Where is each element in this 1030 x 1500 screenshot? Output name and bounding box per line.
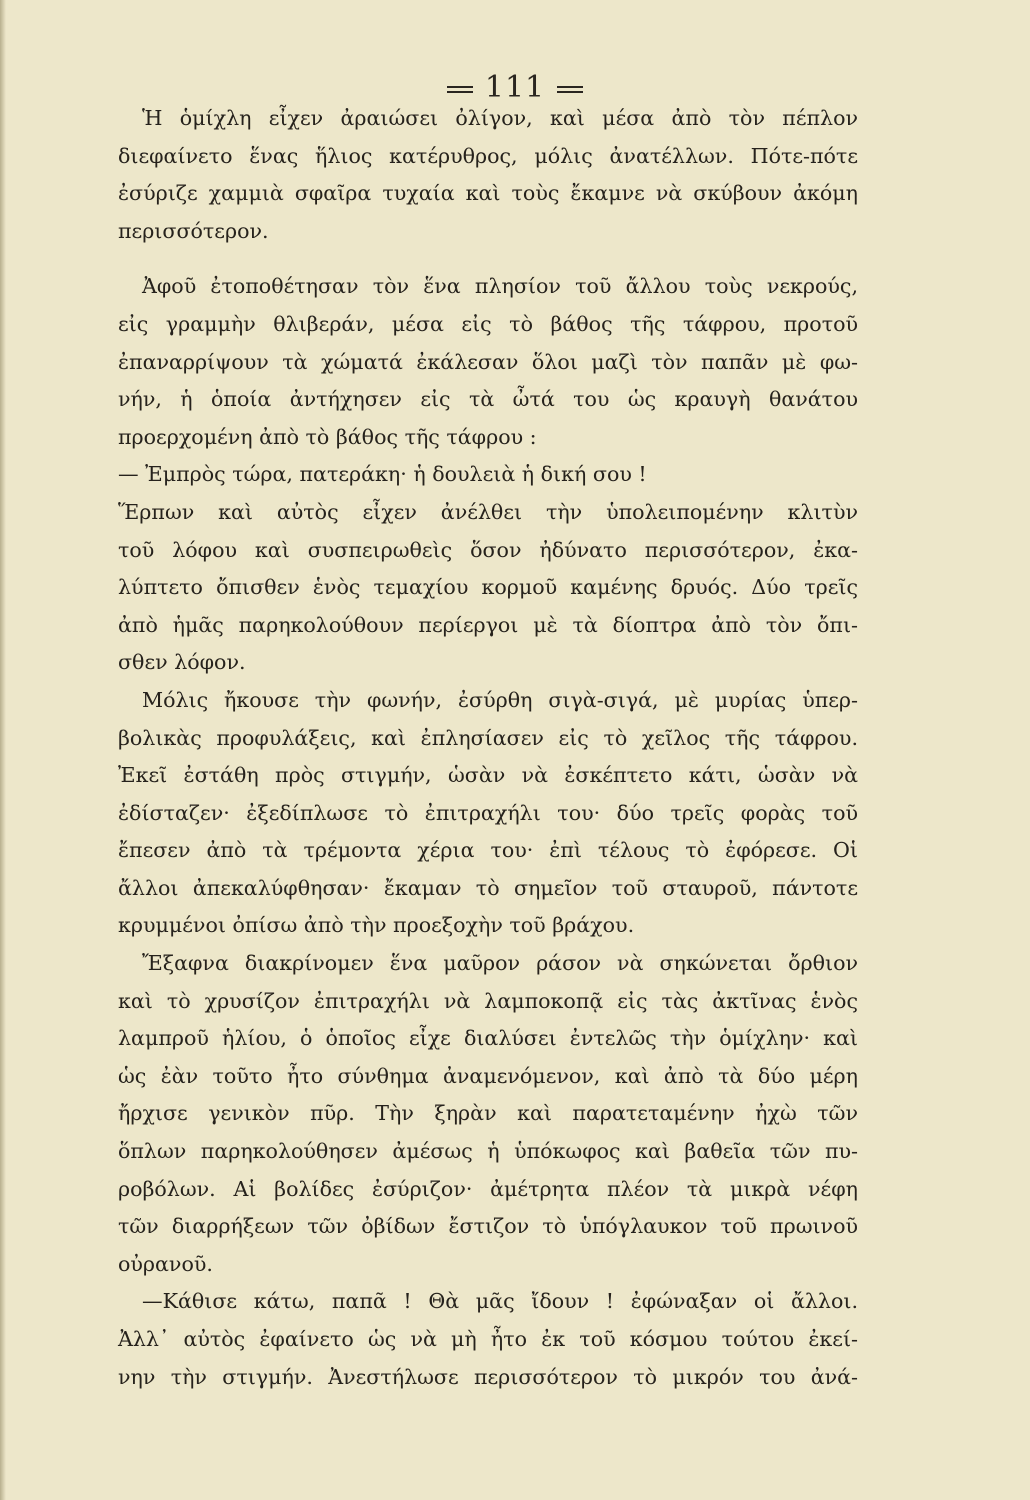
text-line: Ἡ ὁμίχλη εἶχεν ἀραιώσει ὀλίγον, καὶ μέσα ἀπὸ τὸν πέπλον (142, 106, 858, 130)
text-line: προερχομένη ἀπὸ τὸ βάθος τῆς τάφρου : (118, 424, 537, 449)
text-line: Ἐκεῖ ἐστάθη πρὸς στιγμήν, ὡσὰν νὰ ἐσκέπτετο κάτι, ὡσὰν νὰ (118, 763, 858, 788)
text-line: ροβόλων. Αἱ βολίδες ἐσύριζον· ἀμέτρητα πλέον τὰ μικρὰ νέφη (118, 1176, 858, 1201)
text-line: ἐσύριζε χαμμιὰ σφαῖρα τυχαία καὶ τοὺς ἔκαμνε νὰ σκύβουν ἀκόμη (118, 181, 858, 206)
text-line: Ἔξαφνα διακρίνομεν ἕνα μαῦρον ράσον νὰ σηκώνεται ὄρθιον (142, 951, 858, 976)
text-line: ἀπὸ ἡμᾶς παρηκολούθουν περίεργοι μὲ τὰ δίοπτρα ἀπὸ τὸν ὄπι- (118, 612, 858, 637)
text-line: Μόλις ἤκουσε τὴν φωνήν, ἐσύρθη σιγὰ-σιγά, μὲ μυρίας ὑπερ- (142, 687, 858, 712)
text-line: —Κάθισε κάτω, παπᾶ ! Θὰ μᾶς ἴδουν ! ἐφώναξαν οἱ ἄλλοι. (142, 1289, 858, 1314)
text-line: Ἀφοῦ ἐτοποθέτησαν τὸν ἕνα πλησίον τοῦ ἄλλου τοὺς νεκρούς, (142, 274, 858, 299)
text-line: οὐρανοῦ. (118, 1251, 213, 1276)
text-line: περισσότερον. (118, 218, 269, 243)
text-line: ἐπαναρρίψουν τὰ χώματά ἐκάλεσαν ὅλοι μαζὶ τὸν παπᾶν μὲ φω- (118, 349, 858, 374)
text-line: — Ἐμπρὸς τώρα, πατεράκη· ἡ δουλειὰ ἡ δική σου ! (118, 462, 647, 487)
text-line: Ἕρπων καὶ αὐτὸς εἶχεν ἀνέλθει τὴν ὑπολειπομένην κλιτὺν (118, 499, 858, 524)
text-line: κρυμμένοι ὀπίσω ἀπὸ τὴν προεξοχὴν τοῦ βράχου. (118, 913, 635, 938)
text-line: ἄλλοι ἀπεκαλύφθησαν· ἔκαμαν τὸ σημεῖον τοῦ σταυροῦ, πάντοτε (118, 875, 858, 900)
body-text (118, 100, 858, 1396)
text-line: ἤρχισε γενικὸν πῦρ. Τὴν ξηρὰν καὶ παρατεταμένην ἠχὼ τῶν (118, 1101, 858, 1126)
text-line: ὡς ἐὰν τοῦτο ἦτο σύνθημα ἀναμενόμενον, καὶ ἀπὸ τὰ δύο μέρη (118, 1063, 858, 1088)
right-double-rule (557, 83, 583, 96)
text-line: νήν, ἡ ὁποία ἀντήχησεν εἰς τὰ ὦτά του ὡς κραυγὴ θανάτου (118, 387, 858, 412)
text-line: λύπτετο ὄπισθεν ἑνὸς τεμαχίου κορμοῦ καμένης δρυός. Δύο τρεῖς (118, 575, 858, 600)
text-line: διεφαίνετο ἕνας ἥλιος κατέρυθρος, μόλις ἀνατέλλων. Πότε-πότε (118, 143, 858, 168)
page-number: 111 (484, 70, 546, 105)
text-line: βολικὰς προφυλάξεις, καὶ ἐπλησίασεν εἰς τὸ χεῖλος τῆς τάφρου. (118, 725, 858, 750)
left-double-rule (447, 83, 473, 96)
text-line: ὅπλων παρηκολούθησεν ἀμέσως ἡ ὑπόκωφος καὶ βαθεῖα τῶν πυ- (118, 1139, 858, 1164)
text-line: λαμπροῦ ἡλίου, ὁ ὁποῖος εἶχε διαλύσει ἐντελῶς τὴν ὁμίχλην· καὶ (118, 1026, 858, 1051)
text-line: τοῦ λόφου καὶ συσπειρωθεὶς ὅσον ἠδύνατο περισσότερον, ἐκα- (118, 537, 858, 562)
page-binding-edge (0, 0, 6, 1500)
text-line: νην τὴν στιγμήν. Ἀνεστήλωσε περισσότερον τὸ μικρόν του ἀνά- (118, 1364, 858, 1389)
text-line: καὶ τὸ χρυσίζον ἐπιτραχήλι νὰ λαμποκοπᾷ εἰς τὰς ἀκτῖνας ἑνὸς (118, 988, 858, 1013)
text-line: σθεν λόφον. (118, 650, 246, 675)
text-line: εἰς γραμμὴν θλιβεράν, μέσα εἰς τὸ βάθος τῆς τάφρου, προτοῦ (118, 311, 858, 336)
text-line: ἔπεσεν ἀπὸ τὰ τρέμοντα χέρια του· ἐπὶ τέλους τὸ ἐφόρεσε. Οἱ (118, 838, 858, 863)
text-line: Ἀλλ᾽ αὐτὸς ἐφαίνετο ὡς νὰ μὴ ἦτο ἐκ τοῦ κόσμου τούτου ἐκεί- (118, 1327, 858, 1351)
text-line: ἐδίσταζεν· ἐξεδίπλωσε τὸ ἐπιτραχήλι του· δύο τρεῖς φορὰς τοῦ (118, 800, 858, 825)
text-line: τῶν διαρρήξεων τῶν ὀβίδων ἔστιζον τὸ ὑπόγλαυκον τοῦ πρωινοῦ (118, 1214, 858, 1239)
